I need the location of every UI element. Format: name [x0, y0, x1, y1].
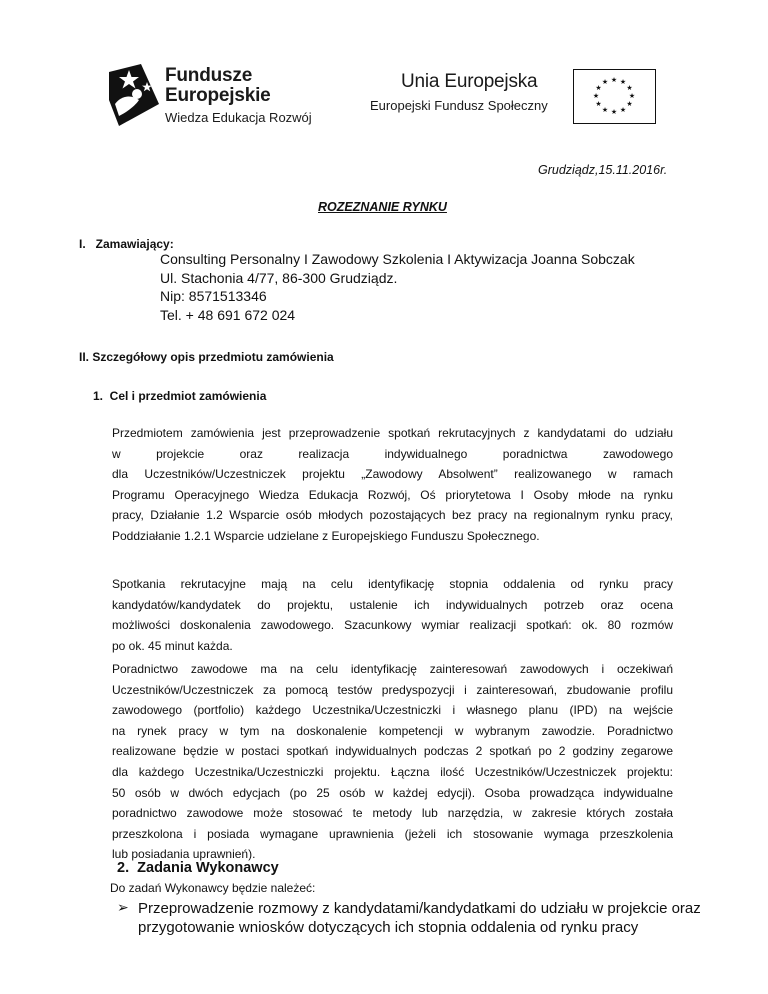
address-line: Nip: 8571513346	[160, 288, 267, 305]
subsection-1-heading: 1. Cel i przedmiot zamówienia	[93, 389, 267, 403]
subsection-2-intro: Do zadań Wykonawcy będzie należeć:	[110, 881, 316, 895]
text-line: na rynek pracy w tym na doskonalenie kompetencji w wybranym zawodzie. Poradnictwo	[112, 723, 673, 738]
text-line: Programu Operacyjnego Wiedza Edukacja Rozwój, Oś priorytetowa I Osoby młode na rynku	[112, 487, 673, 502]
fe-logo	[107, 60, 317, 130]
svg-text:★: ★	[595, 84, 602, 92]
text-line: dla Uczestników/Uczestniczek projektu „Zawodowy Absolwent” realizowanego w ramach	[112, 467, 673, 482]
paragraph-1	[112, 423, 673, 547]
svg-text:★: ★	[601, 106, 609, 114]
text-line: poradnictwo zawodowe może stosować te metody lub narzędzia, w zakresie których została	[112, 806, 673, 821]
text-line: pracy, Działanie 1.2 Wsparcie osób młodych pozostających bez pracy na regionalnym rynku pracy,	[112, 508, 673, 523]
text-line: Poradnictwo zawodowe ma na celu identyfikację zainteresowań zawodowych i oczekiwań	[112, 662, 673, 676]
eu-stars-icon	[574, 70, 654, 122]
svg-text:★: ★	[610, 76, 618, 84]
text-line: możliwości doskonalenia zawodowego. Szacunkowy wymiar realizacji spotkań: ok. 80 rozmów	[112, 618, 673, 633]
text-line: lub posiadania uprawnień).	[112, 847, 256, 862]
text-line: po ok. 45 minut każda.	[112, 638, 233, 653]
eu-flag	[573, 69, 656, 124]
svg-text:★: ★	[595, 100, 602, 108]
bullet-line: Przeprowadzenie rozmowy z kandydatami/kandydatkami do udziału w projekcie oraz	[138, 900, 701, 917]
text-line: w projekcie oraz realizacja indywidualnego poradnictwa zawodowego	[112, 446, 673, 461]
section-1-heading: I. Zamawiający:	[79, 237, 174, 251]
document-title: ROZEZNANIE RYNKU	[318, 200, 447, 214]
fe-line3: Wiedza Edukacja Rozwój	[165, 110, 312, 125]
svg-text:★: ★	[592, 92, 600, 100]
arrow-bullet-icon: ➢	[117, 900, 129, 916]
text-line: dla każdego Uczestnika/Uczestniczki projektu. Łączna ilość Uczestników/Uczestniczek projektu:	[112, 764, 673, 779]
ue-logo	[370, 69, 660, 129]
subsection-2-heading: 2. Zadania Wykonawcy	[117, 860, 279, 876]
text-line: Przedmiotem zamówienia jest przeprowadzenie spotkań rekrutacyjnych z kandydatami do udziału	[112, 426, 673, 440]
fe-emblem-icon	[107, 60, 162, 130]
svg-text:★: ★	[610, 108, 618, 116]
address-line: Tel. + 48 691 672 024	[160, 307, 296, 324]
svg-text:★: ★	[628, 92, 636, 100]
text-line: realizowane będzie w postaci spotkań indywidualnych podczas 2 spotkań po 2 godziny zegarowe	[112, 744, 673, 759]
text-line: Poddziałanie 1.2.1 Wsparcie udzielane z Europejskiego Funduszu Społecznego.	[112, 528, 540, 543]
text-line: przeszkolona i posiada wymagane uprawnienia (jeżeli ich stosowanie wymaga przeszkolenia	[112, 826, 673, 841]
ue-title: Unia Europejska	[401, 71, 538, 92]
fe-line2: Europejskie	[165, 85, 271, 106]
address-line: Ul. Stachonia 4/77, 86-300 Grudziądz.	[160, 269, 398, 286]
paragraph-2	[112, 574, 673, 656]
svg-text:★: ★	[626, 100, 633, 108]
paragraph-3	[112, 659, 673, 865]
text-line: Uczestników/Uczestniczek za pomocą testów predyspozycji i zainteresowań, zbudowanie profilu	[112, 682, 673, 697]
svg-text:★: ★	[601, 78, 609, 86]
text-line: Spotkania rekrutacyjne mają na celu identyfikację stopnia oddalenia od rynku pracy	[112, 577, 673, 591]
text-line: kandydatów/kandydatek do projektu, ustalenie ich indywidualnych potrzeb oraz ocena	[112, 597, 673, 612]
text-line: zawodowego (portfolio) każdego Uczestnika/Uczestniczki i własnego planu (IPD) na wejście	[112, 703, 673, 718]
svg-text:★: ★	[626, 84, 633, 92]
fe-line1: Fundusze	[165, 65, 253, 86]
section-2-heading: II. Szczegółowy opis przedmiotu zamówienia	[79, 350, 334, 364]
document-date: Grudziądz,15.11.2016r.	[538, 163, 668, 177]
text-line: 50 osób w dwóch edycjach (po 25 osób w każdej edycji). Osoba prowadząca indywidualne	[112, 785, 673, 800]
contractor-address	[160, 250, 635, 325]
address-line: Consulting Personalny I Zawodowy Szkolenia I Aktywizacja Joanna Sobczak	[160, 251, 635, 267]
bullet-line: przygotowanie wniosków dotyczących ich stopnia oddalenia od rynku pracy	[138, 919, 639, 936]
svg-text:★: ★	[619, 106, 627, 114]
ue-subtitle: Europejski Fundusz Społeczny	[370, 98, 548, 113]
svg-text:★: ★	[619, 78, 627, 86]
